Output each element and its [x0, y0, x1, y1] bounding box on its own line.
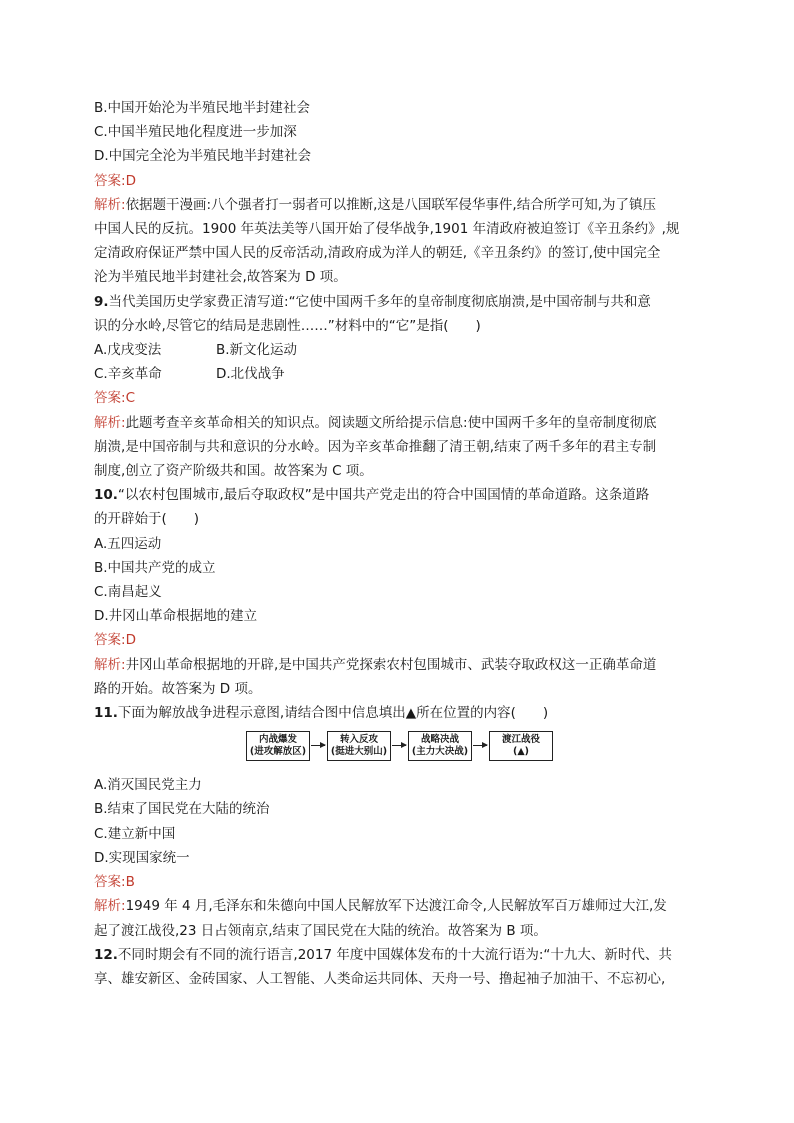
- q9-option-c: C.辛亥革命: [94, 366, 162, 383]
- q8-option-d: D.中国完全沦为半殖民地半封建社会: [94, 148, 312, 165]
- q8-analysis-line: 沦为半殖民地半封建社会,故答案为 D 项。: [94, 269, 347, 286]
- flow-arrow-icon: [473, 745, 487, 746]
- q10-option-d: D.井冈山革命根据地的建立: [94, 608, 258, 625]
- q8-option-c: C.中国半殖民地化程度进一步加深: [94, 124, 297, 141]
- question-number: 12.: [94, 946, 118, 963]
- q10-option-b: B.中国共产党的成立: [94, 559, 216, 576]
- q11-option-c: C.建立新中国: [94, 825, 176, 842]
- answer-value: B: [125, 874, 135, 891]
- analysis-label: 解析:: [94, 414, 126, 431]
- q11-option-b: B.结束了国民党在大陆的统治: [94, 801, 270, 818]
- q10-option-a: A.五四运动: [94, 535, 162, 552]
- q9-stem: 9.当代美国历史学家费正清写道:“它使中国两千多年的皇帝制度彻底崩溃,是中国帝制与共和意: [94, 293, 651, 310]
- q11-stem: 11.下面为解放战争进程示意图,请结合图中信息填出▲所在位置的内容( ): [94, 705, 549, 722]
- q9-options-row: [94, 362, 700, 386]
- q10-analysis-line: 路的开始。故答案为 D 项。: [94, 680, 262, 697]
- q12-stem: 12.不同时期会有不同的流行语言,2017 年度中国媒体发布的十大流行语为:“十九大、新时代、共: [94, 946, 672, 963]
- analysis-label: 解析:: [94, 196, 126, 213]
- q10-answer: [94, 628, 700, 652]
- q11-analysis-line: 解析:1949 年 4 月,毛泽东和朱德向中国人民解放军下达渡江命令,人民解放军百万雄师过大江,发: [94, 898, 667, 915]
- question-number: 9.: [94, 293, 109, 310]
- q9-option-d: D.北伐战争: [216, 366, 285, 383]
- question-number: 10.: [94, 487, 118, 504]
- answer-label: 答案:: [94, 874, 126, 891]
- q9-stem: 识的分水岭,尽管它的结局是悲剧性……”材料中的“它”是指( ): [94, 317, 481, 334]
- q11-analysis-line: 起了渡江战役,23 日占领南京,结束了国民党在大陆的统治。故答案为 B 项。: [94, 922, 547, 939]
- document-page: [94, 96, 700, 991]
- q10-stem: 10.“以农村包围城市,最后夺取政权”是中国共产党走出的符合中国国情的革命道路。这条道路: [94, 487, 650, 504]
- answer-label: 答案:: [94, 390, 126, 407]
- q8-analysis-line: 中国人民的反抗。1900 年英法美等八国开始了侵华战争,1901 年清政府被迫签订《辛丑条约》,规: [94, 221, 680, 238]
- q9-option-a: A.戊戌变法: [94, 342, 162, 359]
- q10-stem: 的开辟始于( ): [94, 511, 200, 528]
- q11-option-d: D.实现国家统一: [94, 849, 190, 866]
- q9-analysis-line: 制度,创立了资产阶级共和国。故答案为 C 项。: [94, 463, 373, 480]
- q9-analysis-line: 崩溃,是中国帝制与共和意识的分水岭。因为辛亥革命推翻了清王朝,结束了两千多年的君主专制: [94, 438, 657, 455]
- q8-analysis-line: 解析:依据题干漫画:八个强者打一弱者可以推断,这是八国联军侵华事件,结合所学可知,为了镇压: [94, 196, 656, 213]
- q9-analysis-line: 解析:此题考查辛亥革命相关的知识点。阅读题文所给提示信息:使中国两千多年的皇帝制度彻底: [94, 414, 657, 431]
- flow-step-strategic-decisive-battles: 战略决战 (主力大决战): [408, 731, 472, 761]
- question-number: 11.: [94, 705, 118, 722]
- flow-step-civil-war-outbreak: 内战爆发 (进攻解放区): [246, 731, 310, 761]
- answer-value: D: [125, 172, 136, 189]
- q10-analysis-line: 解析:井冈山革命根据地的开辟,是中国共产党探索农村包围城市、武装夺取政权这一正确革命道: [94, 656, 657, 673]
- flow-arrow-icon: [311, 745, 325, 746]
- q9-option-b: B.新文化运动: [216, 342, 298, 359]
- flow-step-counteroffensive: 转入反攻 (挺进大别山): [327, 731, 391, 761]
- q10-option-c: C.南昌起义: [94, 584, 162, 601]
- answer-label: 答案:: [94, 172, 126, 189]
- q8-option-b: B.中国开始沦为半殖民地半封建社会: [94, 100, 311, 116]
- answer-label: 答案:: [94, 632, 126, 649]
- war-progress-diagram: [94, 729, 700, 767]
- q9-options-row: [94, 338, 700, 362]
- q8-analysis-line: 定清政府保证严禁中国人民的反帝活动,清政府成为洋人的朝廷,《辛丑条约》的签订,使中国完全: [94, 245, 661, 262]
- flow-step-river-crossing-campaign: 渡江战役 (▲): [489, 731, 553, 761]
- answer-value: D: [125, 632, 136, 649]
- q11-option-a: A.消灭国民党主力: [94, 777, 202, 794]
- flow-arrow-icon: [392, 745, 406, 746]
- q9-answer: [94, 386, 700, 410]
- q11-answer: [94, 870, 700, 894]
- q8-answer: [94, 169, 700, 193]
- answer-value: C: [125, 390, 135, 407]
- q12-stem: 享、雄安新区、金砖国家、人工智能、人类命运共同体、天舟一号、撸起袖子加油干、不忘初心,: [94, 970, 666, 987]
- analysis-label: 解析:: [94, 656, 126, 673]
- analysis-label: 解析:: [94, 898, 126, 915]
